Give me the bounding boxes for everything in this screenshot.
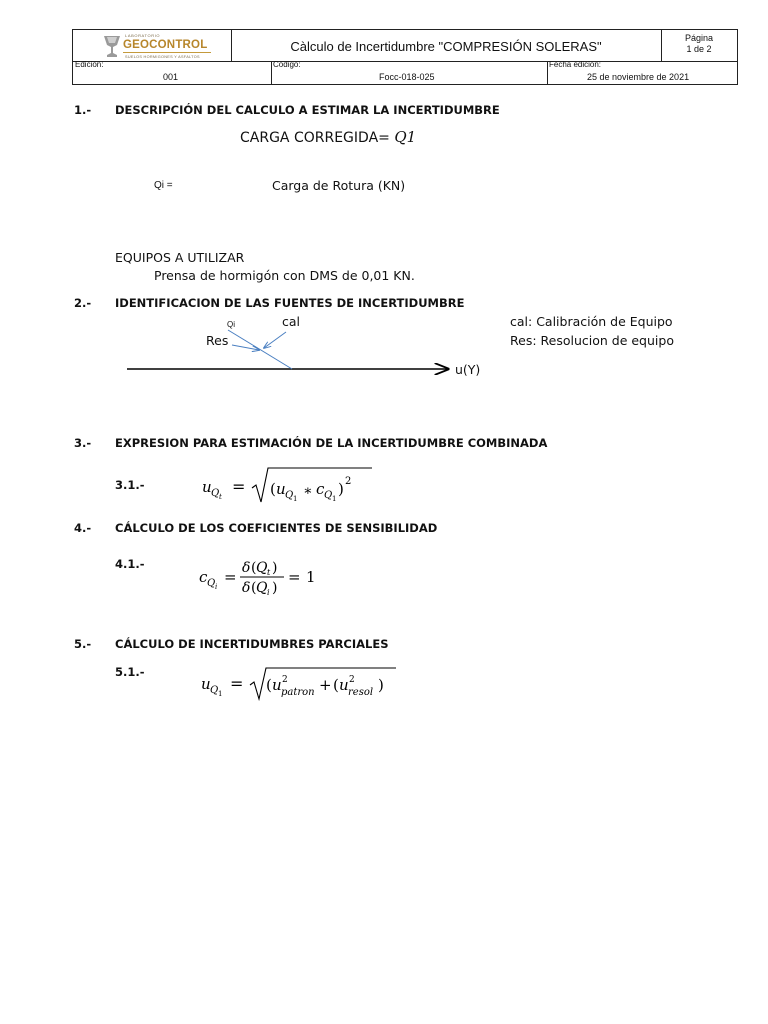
- svg-text:u: u: [272, 676, 282, 694]
- company-logo: [73, 30, 231, 62]
- page-value: 1 de 2: [686, 44, 712, 54]
- edition-value: 001: [163, 72, 179, 82]
- logo-underline: [123, 52, 211, 53]
- svg-text:Q: Q: [211, 488, 220, 499]
- logo-subtitle: SUELOS HORMIGONES Y ASFALTOS: [125, 55, 200, 59]
- svg-text:δ: δ: [242, 560, 251, 576]
- svg-text:): ): [272, 580, 278, 596]
- svg-text:+: +: [319, 676, 332, 694]
- svg-text:1: 1: [293, 495, 298, 503]
- svg-text:resol: resol: [348, 687, 374, 698]
- section-1-number: 1.-: [74, 103, 92, 117]
- svg-text:δ: δ: [242, 580, 251, 596]
- formula-variable: Q1: [394, 128, 417, 146]
- section-5-title: CÁLCULO DE INCERTIDUMBRES PARCIALES: [115, 637, 389, 651]
- svg-text:Q: Q: [207, 578, 216, 589]
- svg-text:c: c: [316, 480, 325, 498]
- svg-text:2: 2: [282, 675, 288, 685]
- diagram-label-uy: u(Y): [455, 362, 481, 377]
- date-value: 25 de noviembre de 2021: [587, 72, 690, 82]
- svg-text:=: =: [224, 568, 237, 586]
- diagram-label-cal: cal: [282, 314, 301, 329]
- diagram-label-res: Res: [206, 333, 229, 348]
- svg-text:1: 1: [218, 690, 223, 698]
- corrected-load-formula: [240, 128, 416, 146]
- document-header: [72, 29, 738, 85]
- svg-text:u: u: [276, 480, 286, 498]
- svg-text:2: 2: [349, 675, 355, 685]
- equipment-item: Prensa de hormigón con DMS de 0,01 KN.: [154, 268, 415, 283]
- date-label: Fecha edicion:: [549, 60, 602, 69]
- svg-text:Q: Q: [256, 580, 268, 596]
- section-5-1-number: 5.1.-: [115, 665, 145, 679]
- svg-text:(: (: [333, 676, 339, 694]
- section-3-1-number: 3.1.-: [115, 478, 145, 492]
- svg-text:u: u: [202, 478, 212, 496]
- svg-text:): ): [378, 676, 384, 694]
- section-1-title: DESCRIPCIÓN DEL CALCULO A ESTIMAR LA INCERTIDUMBRE: [115, 103, 500, 117]
- section-3-title: EXPRESION PARA ESTIMACIÓN DE LA INCERTIDUMBRE COMBINADA: [115, 436, 548, 450]
- divider: [547, 61, 548, 85]
- svg-text:(: (: [251, 560, 257, 576]
- sensitivity-coefficient-formula: [196, 552, 336, 602]
- svg-text:t: t: [267, 568, 271, 577]
- svg-text:): ): [272, 560, 278, 576]
- formula-label: CARGA CORREGIDA=: [240, 130, 390, 146]
- svg-text:1: 1: [332, 495, 337, 503]
- qi-label: Qi =: [154, 180, 173, 191]
- diagram-label-qi: Qi: [227, 320, 235, 329]
- page-label: Página: [684, 33, 714, 43]
- divider: [231, 30, 232, 62]
- svg-text:(: (: [266, 676, 272, 694]
- section-4-1-number: 4.1.-: [115, 557, 145, 571]
- svg-text:2: 2: [345, 476, 352, 487]
- divider: [661, 30, 662, 62]
- logo-small-text: LABORATORIO: [125, 33, 161, 38]
- svg-text:1: 1: [306, 568, 316, 586]
- svg-text:c: c: [199, 568, 208, 586]
- svg-text:): ): [338, 480, 344, 498]
- uncertainty-fishbone-diagram: [120, 320, 460, 380]
- svg-text:(: (: [270, 480, 276, 498]
- code-value: Focc-018-025: [379, 72, 435, 82]
- equipment-title: EQUIPOS A UTILIZAR: [115, 250, 245, 265]
- divider: [73, 61, 737, 62]
- svg-text:patron: patron: [281, 687, 315, 698]
- svg-text:Q: Q: [210, 685, 219, 696]
- svg-text:t: t: [219, 493, 222, 501]
- section-4-number: 4.-: [74, 521, 92, 535]
- code-label: Codigo:: [273, 60, 301, 69]
- section-2-number: 2.-: [74, 296, 92, 310]
- divider: [271, 61, 272, 85]
- svg-text:(: (: [251, 580, 257, 596]
- partial-uncertainty-formula: [198, 662, 418, 704]
- document-title: Càlculo de Incertidumbre "COMPRESIÓN SOLERAS": [290, 38, 602, 54]
- svg-text:Q: Q: [324, 490, 333, 501]
- cal-branch-arrow: [264, 332, 286, 348]
- res-branch-arrow: [232, 345, 259, 350]
- section-2-title: IDENTIFICACION DE LAS FUENTES DE INCERTIDUMBRE: [115, 296, 465, 310]
- section-5-number: 5.-: [74, 637, 92, 651]
- legend-res: Res: Resolucion de equipo: [510, 333, 674, 348]
- svg-text:i: i: [215, 583, 218, 591]
- legend-cal: cal: Calibración de Equipo: [510, 314, 673, 329]
- svg-text:∗: ∗: [303, 483, 313, 499]
- svg-text:=: =: [230, 674, 244, 693]
- trophy-cup-icon: [103, 34, 121, 58]
- section-3-number: 3.-: [74, 436, 92, 450]
- svg-text:Q: Q: [256, 560, 268, 576]
- svg-text:=: =: [232, 477, 246, 496]
- logo-name: GEOCONTROL: [123, 39, 208, 51]
- qi-branch-line: [228, 330, 292, 369]
- svg-text:i: i: [267, 588, 270, 597]
- page-indicator: [661, 33, 737, 55]
- edition-label: Edicion:: [75, 60, 104, 69]
- svg-text:u: u: [339, 676, 349, 694]
- qi-description: Carga de Rotura (KN): [272, 178, 406, 193]
- svg-text:=: =: [288, 568, 301, 586]
- svg-text:Q: Q: [285, 490, 294, 501]
- section-4-title: CÁLCULO DE LOS COEFICIENTES DE SENSIBILIDAD: [115, 521, 438, 535]
- svg-text:u: u: [201, 675, 211, 693]
- combined-uncertainty-formula: [200, 464, 380, 506]
